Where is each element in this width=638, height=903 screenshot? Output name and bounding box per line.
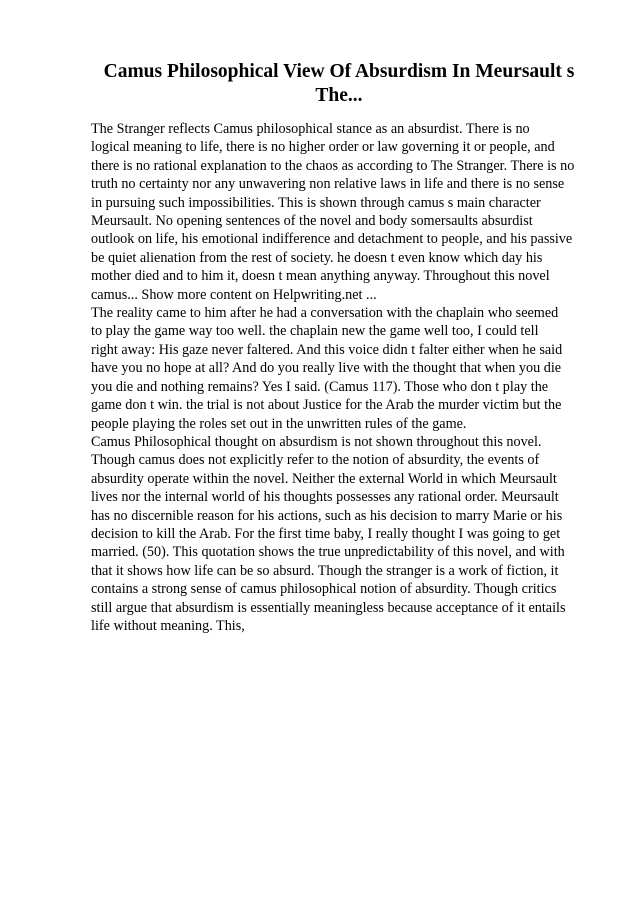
body-line: be quiet alienation from the rest of society. he doesn t even know which day his <box>91 249 543 266</box>
document-title-line: The... <box>315 85 363 106</box>
body-line: have you no hope at all? And do you really live with the thought that when you die <box>91 360 562 377</box>
body-line: life without meaning. This, <box>91 617 245 634</box>
body-line: The reality came to him after he had a conversation with the chaplain who seemed <box>91 305 559 322</box>
body-line: still argue that absurdism is essentially meaningless because acceptance of it entails <box>91 599 566 616</box>
body-line: contains a strong sense of camus philosophical notion of absurdity. Though critics <box>91 581 557 598</box>
body-line: there is no rational explanation to the chaos as according to The Stranger. There is no <box>91 157 575 174</box>
document-title-line: Camus Philosophical View Of Absurdism In Meursault s <box>103 61 575 82</box>
body-line: right away: His gaze never faltered. And this voice didn t falter either when he said <box>91 341 563 358</box>
body-line: game don t win. the trial is not about Justice for the Arab the murder victim but the <box>91 397 562 414</box>
body-line: Camus Philosophical thought on absurdism is not shown throughout this novel. <box>91 433 542 450</box>
body-line: lives nor the internal world of his thoughts possesses any rational order. Meursault <box>91 489 559 506</box>
body-line: you die and nothing remains? Yes I said. (Camus 117). Those who don t play the <box>91 378 549 395</box>
body-line: logical meaning to life, there is no higher order or law governing it or people, and <box>91 139 555 156</box>
body-line: truth no certainty nor any unwavering non relative laws in life and there is no sense <box>91 176 565 193</box>
body-line: Though camus does not explicitly refer to the notion of absurdity, the events of <box>91 452 540 469</box>
body-line: that it shows how life can be so absurd. Though the stranger is a work of fiction, it <box>91 562 559 579</box>
body-line: The Stranger reflects Camus philosophical stance as an absurdist. There is no <box>91 121 530 137</box>
document-body <box>91 120 611 635</box>
body-line: decision to kill the Arab. For the first time baby, I really thought I was going to get <box>91 525 561 542</box>
body-line: outlook on life, his emotional indifference and detachment to people, and his passive <box>91 231 573 248</box>
body-line: married. (50). This quotation shows the true unpredictability of this novel, and with <box>91 544 565 561</box>
body-line: Meursault. No opening sentences of the novel and body somersaults absurdist <box>91 213 533 230</box>
body-line: mother died and to him it, doesn t mean anything anyway. Throughout this novel <box>91 268 550 285</box>
document-title <box>60 60 618 108</box>
body-line: in pursuing such impossibilities. This is shown through camus s main character <box>91 194 541 211</box>
body-line: to play the game way too well. the chaplain new the game well too, I could tell <box>91 323 539 340</box>
body-line: camus... Show more content on Helpwriting.net ... <box>91 286 377 303</box>
body-line: has no discernible reason for his actions, such as his decision to marry Marie or his <box>91 507 563 524</box>
body-line: people playing the roles set out in the unwritten rules of the game. <box>91 415 467 432</box>
body-line: absurdity operate within the novel. Neither the external World in which Meursault <box>91 470 557 487</box>
